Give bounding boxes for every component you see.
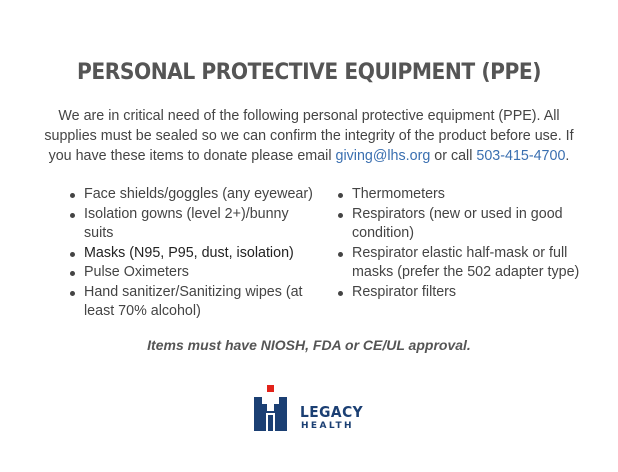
list-item: Masks (N95, P95, dust, isolation) [70, 244, 318, 264]
list-item: Respirator elastic half-mask or full masks (prefer the 502 adapter type) [338, 244, 590, 283]
intro-text-after: . [565, 148, 570, 164]
list-item: Thermometers [338, 185, 590, 205]
page-title: PERSONAL PROTECTIVE EQUIPMENT (PPE) [76, 60, 542, 85]
intro-paragraph [40, 106, 578, 166]
legacy-cross-icon [254, 385, 294, 431]
ppe-list-right [338, 185, 590, 302]
phone-link[interactable]: 503-415-4700 [476, 148, 566, 164]
list-item: Face shields/goggles (any eyewear) [70, 185, 318, 205]
intro-text-before: We are in critical need of the following personal protective equipment (PPE). All supplies must be sealed so we can confirm the integrity of the product before use. If you have these items to donate please email [44, 108, 574, 164]
legacy-health-logo [254, 385, 366, 431]
logo-text-health: HEALTH [301, 421, 354, 431]
ppe-list-left [70, 185, 318, 322]
list-item: Isolation gowns (level 2+)/bunny suits [70, 205, 318, 244]
email-link[interactable]: giving@lhs.org [335, 148, 431, 164]
list-item: Respirators (new or used in good condition) [338, 205, 590, 244]
logo-text-legacy: LEGACY [300, 403, 364, 421]
list-item: Hand sanitizer/Sanitizing wipes (at least 70% alcohol) [70, 283, 318, 322]
approval-note: Items must have NIOSH, FDA or CE/UL approval. [147, 337, 471, 353]
intro-text-middle: or call [430, 148, 477, 164]
list-item: Respirator filters [338, 283, 590, 303]
list-item: Pulse Oximeters [70, 263, 318, 283]
